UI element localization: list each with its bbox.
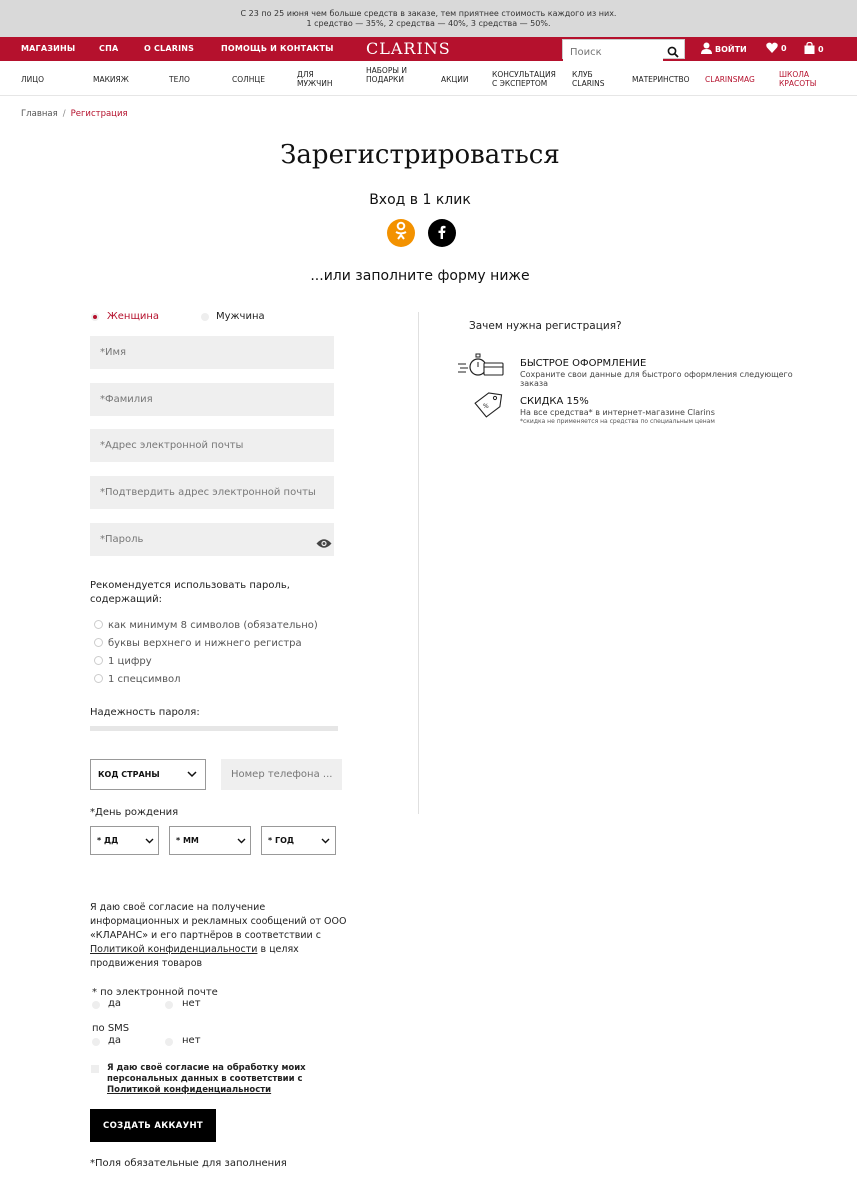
- pd-privacy-policy-link[interactable]: Политикой конфиденциальности: [107, 1085, 272, 1095]
- month-label: * ММ: [176, 836, 199, 845]
- heart-icon: [766, 42, 778, 55]
- about-link[interactable]: О CLARINS: [144, 44, 195, 53]
- bag-icon: [804, 42, 815, 56]
- promo-banner: [0, 0, 857, 37]
- fast-checkout-icon: [457, 352, 505, 386]
- odnoklassniki-icon: [394, 221, 408, 245]
- search-input[interactable]: [563, 44, 663, 62]
- pd-consent-text: Я даю своё согласие на обработку моих персональных данных в соответствии с: [107, 1063, 306, 1084]
- password-placeholder: *Пароль: [100, 534, 144, 545]
- fast-checkout-title: БЫСТРОЕ ОФОРМЛЕНИЕ: [520, 358, 647, 369]
- nav-item-consultation[interactable]: КОНСУЛЬТАЦИЯ С ЭКСПЕРТОМ: [492, 70, 556, 88]
- gender-male-radio[interactable]: [201, 313, 209, 321]
- facebook-login-button[interactable]: [428, 219, 456, 247]
- nav-item-maternity[interactable]: МАТЕРИНСТВО: [632, 75, 690, 84]
- nav-item-sun[interactable]: СОЛНЦЕ: [232, 75, 265, 84]
- nav-item-gifts[interactable]: НАБОРЫ И ПОДАРКИ: [366, 66, 407, 84]
- cart-button[interactable]: [804, 42, 824, 56]
- discount-tag-icon: [473, 391, 503, 423]
- chevron-down-icon: [145, 838, 154, 844]
- main-nav: [0, 61, 857, 96]
- year-label: * ГОД: [268, 836, 294, 845]
- last-name-placeholder: *Фамилия: [100, 394, 153, 405]
- email-no-label[interactable]: нет: [182, 998, 201, 1009]
- chevron-down-icon: [321, 838, 330, 844]
- consent-text-2: в целях продвижения товаров: [90, 944, 299, 969]
- pw-rule-special-text: 1 спецсимвол: [108, 674, 181, 685]
- first-name-field[interactable]: [90, 336, 334, 369]
- day-label: * ДД: [97, 836, 119, 845]
- pw-rule-digit-text: 1 цифру: [108, 656, 152, 667]
- email-no-radio[interactable]: [165, 1001, 173, 1009]
- gender-male-label[interactable]: Мужчина: [216, 311, 265, 322]
- odnoklassniki-login-button[interactable]: [387, 219, 415, 247]
- breadcrumb-separator: /: [62, 109, 66, 119]
- user-icon: [701, 42, 712, 56]
- password-field[interactable]: [90, 523, 334, 556]
- phone-placeholder: Номер телефона ...: [231, 769, 333, 780]
- sms-yes-label[interactable]: да: [108, 1035, 122, 1046]
- nav-item-offers[interactable]: АКЦИИ: [441, 75, 469, 84]
- discount-desc: На все средства* в интернет-магазине Clarins: [520, 408, 715, 417]
- nav-item-makeup[interactable]: МАКИЯЖ: [93, 75, 129, 84]
- year-select[interactable]: [261, 826, 336, 855]
- fast-checkout-desc: Сохраните свои данные для быстрого оформления следующего заказа: [520, 370, 793, 388]
- pw-rule-case-text: буквы верхнего и нижнего регистра: [108, 638, 302, 649]
- by-email-label: * по электронной почте: [92, 987, 218, 998]
- marketing-consent-text: [90, 901, 348, 971]
- discount-title: СКИДКА 15%: [520, 396, 589, 407]
- email-yes-label[interactable]: да: [108, 998, 122, 1009]
- fill-form-heading: ...или заполните форму ниже: [310, 268, 530, 284]
- sms-no-label[interactable]: нет: [182, 1035, 201, 1046]
- pw-rule-case: [94, 638, 302, 649]
- sms-yes-radio[interactable]: [92, 1038, 100, 1046]
- email-confirm-field[interactable]: [90, 476, 334, 509]
- password-strength-bar: [90, 726, 338, 731]
- email-confirm-placeholder: *Подтвердить адрес электронной почты: [100, 487, 316, 498]
- password-recommendation: Рекомендуется использовать пароль, содержащий:: [90, 580, 290, 605]
- clarins-logo[interactable]: CLARINS: [366, 39, 451, 58]
- help-link[interactable]: ПОМОЩЬ И КОНТАКТЫ: [221, 44, 334, 53]
- chevron-down-icon: [237, 838, 246, 844]
- pw-rule-digit: [94, 656, 152, 667]
- login-button[interactable]: [701, 42, 747, 56]
- page-title: Зарегистрироваться: [280, 140, 560, 170]
- discount-note: *скидка не применяется на средства по специальным ценам: [520, 418, 715, 425]
- email-yes-radio[interactable]: [92, 1001, 100, 1009]
- first-name-placeholder: *Имя: [100, 347, 127, 358]
- personal-data-checkbox[interactable]: [91, 1065, 99, 1073]
- breadcrumb: [21, 109, 128, 119]
- svg-text:%: %: [483, 403, 489, 410]
- by-sms-label: по SMS: [92, 1023, 130, 1034]
- top-header: [0, 37, 857, 61]
- nav-item-clarinsmag[interactable]: CLARINSMAG: [705, 75, 755, 84]
- email-placeholder: *Адрес электронной почты: [100, 440, 244, 451]
- eye-icon[interactable]: [316, 534, 332, 553]
- pw-rule-length-text: как минимум 8 символов (обязательно): [108, 620, 318, 631]
- password-strength-label: Надежность пароля:: [90, 707, 200, 718]
- nav-item-face[interactable]: ЛИЦО: [21, 75, 44, 84]
- pw-rule-special: [94, 674, 180, 685]
- required-fields-note: *Поля обязательные для заполнения: [90, 1158, 287, 1169]
- gender-female-label[interactable]: Женщина: [107, 311, 160, 322]
- sms-no-radio[interactable]: [165, 1038, 173, 1046]
- nav-item-men[interactable]: ДЛЯ МУЖЧИН: [297, 70, 333, 88]
- breadcrumb-current: Регистрация: [70, 109, 128, 119]
- personal-data-consent: [107, 1063, 347, 1096]
- promo-line-2: 1 средство — 35%, 2 средства — 40%, 3 средства — 50%.: [306, 19, 551, 28]
- promo-line-1: С 23 по 25 июня чем больше средств в заказе, тем приятнее стоимость каждого из них.: [240, 9, 617, 18]
- email-field[interactable]: [90, 429, 334, 462]
- country-code-label: КОД СТРАНЫ: [98, 770, 160, 779]
- consent-text-1: Я даю своё согласие на получение информационных и рекламных сообщений от ООО «КЛАРАНС» и его партнёров в соответствии с: [90, 902, 347, 941]
- nav-item-beauty-school[interactable]: ШКОЛА КРАСОТЫ: [779, 70, 817, 88]
- login-label: ВОЙТИ: [715, 44, 747, 54]
- pw-rule-length: [94, 620, 318, 631]
- month-select[interactable]: [169, 826, 251, 855]
- last-name-field[interactable]: [90, 383, 334, 416]
- chevron-down-icon: [187, 771, 197, 778]
- stores-link[interactable]: МАГАЗИНЫ: [21, 44, 76, 53]
- spa-link[interactable]: СПА: [99, 44, 119, 53]
- country-code-select[interactable]: [90, 759, 206, 790]
- one-click-heading: Вход в 1 клик: [369, 192, 471, 208]
- birthday-label: *День рождения: [90, 807, 179, 818]
- create-account-button[interactable]: СОЗДАТЬ АККАУНТ: [90, 1109, 216, 1142]
- cart-count: 0: [818, 44, 824, 54]
- day-select[interactable]: [90, 826, 159, 855]
- wishlist-button[interactable]: [766, 42, 787, 55]
- gender-female-radio[interactable]: [91, 313, 99, 321]
- nav-item-body[interactable]: ТЕЛО: [169, 75, 190, 84]
- column-divider: [418, 312, 419, 814]
- breadcrumb-home[interactable]: Главная: [21, 109, 58, 119]
- wishlist-count: 0: [781, 44, 787, 53]
- phone-field[interactable]: [221, 759, 342, 790]
- search-box[interactable]: [562, 39, 685, 59]
- facebook-icon: [438, 224, 446, 243]
- nav-item-club[interactable]: КЛУБ CLARINS: [572, 70, 605, 88]
- why-register-heading: Зачем нужна регистрация?: [469, 320, 622, 332]
- search-icon[interactable]: [667, 43, 679, 62]
- privacy-policy-link[interactable]: Политикой конфиденциальности: [90, 944, 258, 955]
